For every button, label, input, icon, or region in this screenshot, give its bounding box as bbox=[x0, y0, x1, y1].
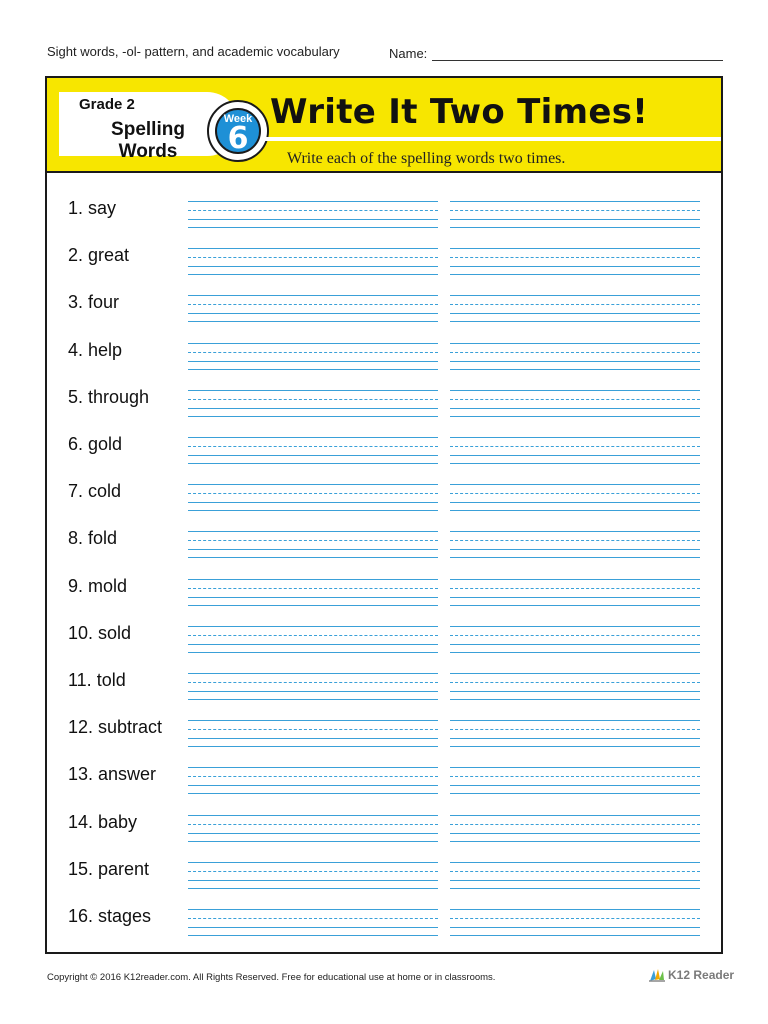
writing-guide-line bbox=[450, 321, 700, 322]
writing-guide-line bbox=[450, 463, 700, 464]
page-title: Write It Two Times! bbox=[270, 92, 649, 132]
week-number: 6 bbox=[227, 121, 249, 156]
writing-guide-line bbox=[188, 446, 438, 447]
word-row bbox=[47, 670, 721, 717]
instruction-text: Write each of the spelling words two times. bbox=[287, 150, 566, 167]
spelling-word: 15. parent bbox=[68, 858, 150, 879]
writing-guide-line bbox=[188, 815, 438, 816]
spelling-word: 11. told bbox=[68, 670, 126, 690]
writing-guide-line bbox=[188, 313, 438, 314]
logo-text: K12 Reader bbox=[668, 968, 735, 982]
word-row bbox=[47, 387, 721, 434]
writing-guide-line bbox=[450, 352, 700, 353]
spelling-word: 8. fold bbox=[68, 528, 118, 549]
word-row bbox=[47, 576, 721, 623]
writing-guide-line bbox=[450, 210, 700, 211]
writing-guide-line bbox=[450, 841, 700, 842]
spelling-words-label bbox=[93, 119, 203, 163]
writing-guide-line bbox=[188, 605, 438, 606]
word-row bbox=[47, 245, 721, 292]
word-row bbox=[47, 623, 721, 670]
spelling-label-line1: Spelling bbox=[111, 119, 185, 140]
word-row bbox=[47, 764, 721, 811]
spelling-word: 9. mold bbox=[68, 575, 128, 596]
writing-guide-line bbox=[188, 540, 438, 541]
writing-guide-line bbox=[188, 227, 438, 228]
spelling-word: 16. stages bbox=[68, 906, 152, 926]
writing-guide-line bbox=[450, 446, 700, 447]
word-row bbox=[47, 717, 721, 764]
week-label: Week bbox=[223, 113, 253, 125]
writing-guide-line bbox=[188, 652, 438, 653]
writing-guide-line bbox=[450, 720, 700, 721]
writing-guide-line bbox=[450, 909, 700, 910]
writing-guide-line bbox=[450, 227, 700, 228]
writing-guide-line bbox=[188, 767, 438, 768]
writing-guide-line bbox=[450, 274, 700, 275]
writing-guide-line bbox=[450, 304, 700, 305]
writing-guide-line bbox=[188, 699, 438, 700]
writing-guide-line bbox=[188, 493, 438, 494]
writing-guide-line bbox=[450, 510, 700, 511]
writing-guide-line bbox=[188, 793, 438, 794]
writing-guide-line bbox=[188, 510, 438, 511]
writing-guide-line bbox=[450, 862, 700, 863]
writing-guide-line bbox=[450, 918, 700, 919]
writing-guide-line bbox=[450, 935, 700, 936]
writing-guide-line bbox=[450, 484, 700, 485]
writing-guide-line bbox=[450, 201, 700, 202]
writing-guide-line bbox=[188, 502, 438, 503]
writing-guide-line bbox=[450, 776, 700, 777]
writing-guide-line bbox=[188, 437, 438, 438]
name-field[interactable] bbox=[389, 46, 723, 61]
writing-guide-line bbox=[450, 767, 700, 768]
writing-guide-line bbox=[450, 557, 700, 558]
writing-guide-line bbox=[188, 927, 438, 928]
writing-guide-line bbox=[450, 785, 700, 786]
writing-guide-line bbox=[450, 673, 700, 674]
writing-guide-line bbox=[188, 738, 438, 739]
grade-label-panel bbox=[59, 92, 253, 162]
writing-guide-line bbox=[188, 776, 438, 777]
spelling-word: 13. answer bbox=[68, 764, 157, 785]
writing-guide-line bbox=[188, 399, 438, 400]
writing-guide-line bbox=[188, 588, 438, 589]
writing-guide-line bbox=[450, 266, 700, 267]
writing-guide-line bbox=[450, 437, 700, 438]
name-write-line[interactable] bbox=[432, 47, 723, 61]
writing-guide-line bbox=[188, 304, 438, 305]
writing-guide-line bbox=[450, 579, 700, 580]
writing-guide-line bbox=[188, 210, 438, 211]
writing-guide-line bbox=[188, 416, 438, 417]
writing-guide-line bbox=[450, 699, 700, 700]
grade-label: Grade 2 bbox=[79, 96, 135, 113]
writing-guide-line bbox=[188, 729, 438, 730]
writing-guide-line bbox=[188, 463, 438, 464]
writing-guide-line bbox=[188, 201, 438, 202]
spelling-word: 1. say bbox=[68, 198, 117, 218]
writing-guide-line bbox=[450, 652, 700, 653]
name-label: Name: bbox=[389, 46, 428, 61]
writing-guide-line bbox=[450, 691, 700, 692]
writing-guide-line bbox=[450, 738, 700, 739]
writing-guide-line bbox=[188, 295, 438, 296]
writing-guide-line bbox=[450, 644, 700, 645]
writing-guide-line bbox=[188, 644, 438, 645]
book-logo-icon bbox=[648, 967, 666, 983]
writing-guide-line bbox=[188, 369, 438, 370]
writing-guide-line bbox=[450, 343, 700, 344]
writing-guide-line bbox=[188, 673, 438, 674]
writing-guide-line bbox=[450, 416, 700, 417]
writing-guide-line bbox=[450, 493, 700, 494]
writing-guide-line bbox=[450, 219, 700, 220]
writing-guide-line bbox=[188, 635, 438, 636]
writing-guide-line bbox=[188, 720, 438, 721]
writing-guide-line bbox=[450, 588, 700, 589]
writing-guide-line bbox=[450, 408, 700, 409]
writing-guide-line bbox=[188, 691, 438, 692]
word-row bbox=[47, 481, 721, 528]
writing-guide-line bbox=[450, 888, 700, 889]
writing-guide-line bbox=[450, 635, 700, 636]
writing-guide-line bbox=[188, 918, 438, 919]
writing-guide-line bbox=[188, 361, 438, 362]
worksheet-topic: Sight words, -ol- pattern, and academic vocabulary bbox=[47, 44, 340, 59]
spelling-word: 10. sold bbox=[68, 622, 132, 643]
writing-guide-line bbox=[450, 248, 700, 249]
writing-guide-line bbox=[188, 597, 438, 598]
writing-guide-line bbox=[188, 219, 438, 220]
word-row bbox=[47, 528, 721, 575]
week-badge bbox=[207, 100, 269, 162]
writing-guide-line bbox=[188, 785, 438, 786]
writing-guide-line bbox=[188, 343, 438, 344]
writing-guide-line bbox=[188, 390, 438, 391]
writing-guide-line bbox=[188, 408, 438, 409]
writing-guide-line bbox=[188, 833, 438, 834]
writing-guide-line bbox=[188, 579, 438, 580]
word-row bbox=[47, 859, 721, 906]
writing-guide-line bbox=[450, 833, 700, 834]
writing-guide-line bbox=[450, 815, 700, 816]
writing-guide-line bbox=[188, 871, 438, 872]
writing-guide-line bbox=[188, 862, 438, 863]
writing-guide-line bbox=[188, 455, 438, 456]
week-badge-circle bbox=[215, 108, 261, 154]
writing-guide-line bbox=[450, 605, 700, 606]
writing-guide-line bbox=[450, 682, 700, 683]
writing-guide-line bbox=[188, 824, 438, 825]
spelling-word: 7. cold bbox=[68, 481, 122, 502]
word-row bbox=[47, 292, 721, 339]
writing-guide-line bbox=[450, 927, 700, 928]
word-row bbox=[47, 812, 721, 859]
worksheet-header bbox=[47, 78, 721, 173]
writing-guide-line bbox=[188, 321, 438, 322]
spelling-word: 2. great bbox=[68, 245, 130, 266]
writing-guide-line bbox=[450, 824, 700, 825]
spelling-word: 5. through bbox=[68, 386, 150, 407]
writing-guide-line bbox=[450, 880, 700, 881]
copyright-text: Copyright © 2016 K12reader.com. All Rights Reserved. Free for educational use at home or in classrooms. bbox=[47, 972, 496, 983]
k12-reader-logo bbox=[648, 967, 734, 983]
word-row bbox=[47, 340, 721, 387]
writing-guide-line bbox=[188, 549, 438, 550]
writing-guide-line bbox=[450, 295, 700, 296]
writing-guide-line bbox=[188, 841, 438, 842]
writing-guide-line bbox=[188, 484, 438, 485]
writing-guide-line bbox=[450, 746, 700, 747]
spelling-word: 3. four bbox=[68, 292, 120, 313]
spelling-word: 12. subtract bbox=[68, 717, 163, 738]
writing-guide-line bbox=[450, 390, 700, 391]
writing-guide-line bbox=[188, 880, 438, 881]
writing-guide-line bbox=[450, 313, 700, 314]
writing-guide-line bbox=[188, 352, 438, 353]
writing-guide-line bbox=[450, 626, 700, 627]
writing-guide-line bbox=[450, 399, 700, 400]
writing-guide-line bbox=[188, 557, 438, 558]
writing-guide-line bbox=[188, 682, 438, 683]
spelling-word: 6. gold bbox=[68, 434, 123, 454]
writing-guide-line bbox=[188, 274, 438, 275]
writing-guide-line bbox=[450, 597, 700, 598]
spelling-word: 4. help bbox=[68, 339, 123, 360]
worksheet-frame bbox=[45, 76, 723, 954]
writing-guide-line bbox=[188, 248, 438, 249]
writing-guide-line bbox=[450, 369, 700, 370]
writing-guide-line bbox=[188, 531, 438, 532]
writing-guide-line bbox=[188, 909, 438, 910]
writing-guide-line bbox=[188, 935, 438, 936]
writing-guide-line bbox=[450, 361, 700, 362]
title-underline bbox=[261, 137, 721, 141]
writing-guide-line bbox=[188, 257, 438, 258]
writing-guide-line bbox=[450, 871, 700, 872]
writing-guide-line bbox=[450, 793, 700, 794]
spelling-word: 14. baby bbox=[68, 811, 138, 832]
word-row bbox=[47, 906, 721, 953]
writing-guide-line bbox=[450, 729, 700, 730]
writing-guide-line bbox=[450, 502, 700, 503]
writing-guide-line bbox=[450, 257, 700, 258]
writing-guide-line bbox=[450, 549, 700, 550]
spelling-label-line2: Words bbox=[118, 141, 178, 162]
writing-guide-line bbox=[450, 540, 700, 541]
writing-guide-line bbox=[188, 888, 438, 889]
writing-guide-line bbox=[188, 626, 438, 627]
writing-guide-line bbox=[188, 266, 438, 267]
writing-guide-line bbox=[450, 455, 700, 456]
writing-guide-line bbox=[188, 746, 438, 747]
word-row bbox=[47, 198, 721, 245]
writing-guide-line bbox=[450, 531, 700, 532]
word-row bbox=[47, 434, 721, 481]
